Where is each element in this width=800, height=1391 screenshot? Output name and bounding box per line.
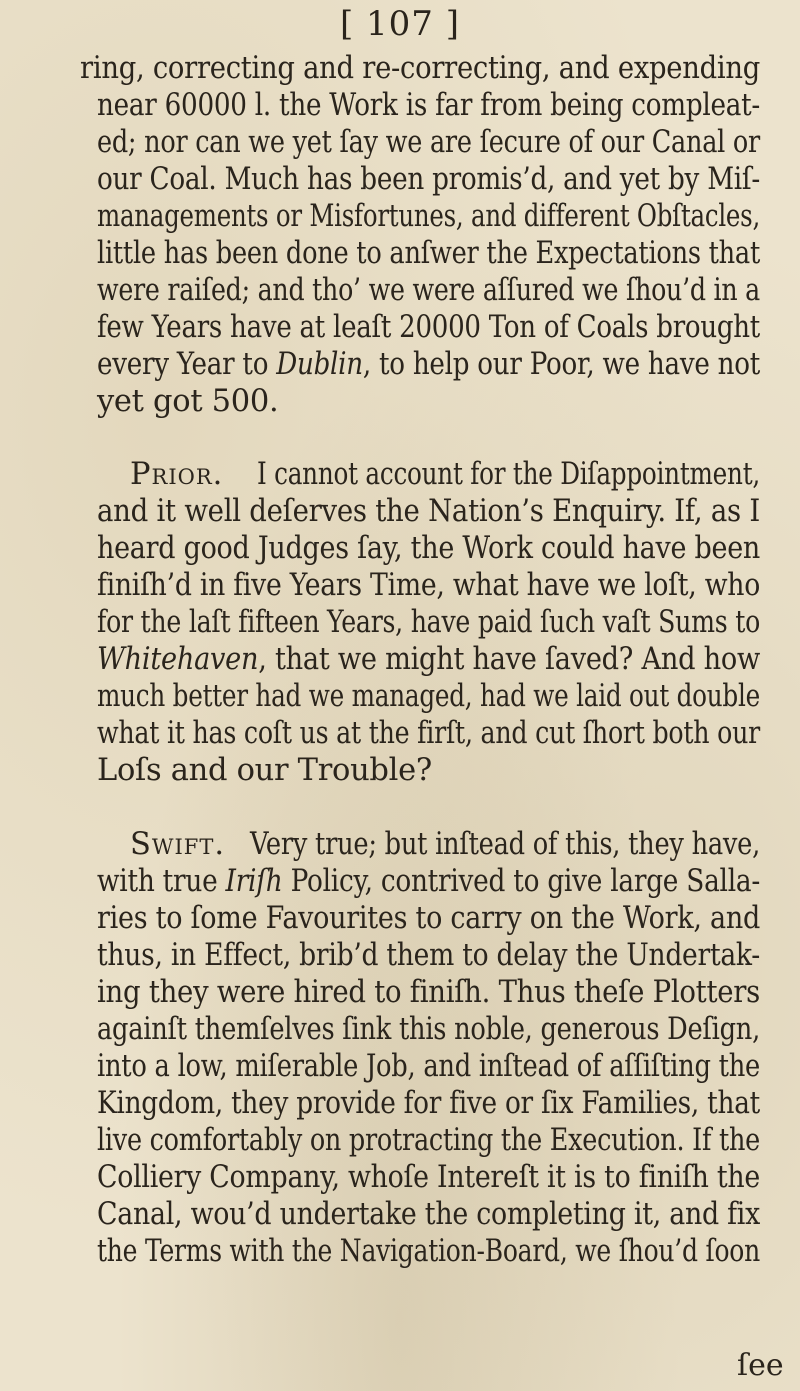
speaker-name: Swift. (130, 827, 226, 862)
speaker-name: Prior. (130, 457, 224, 492)
catchword: ſee (737, 1348, 784, 1383)
book-page: [ 107 ] ring, correcting and re-correcting, and expending near 60000 l. the Work is far from being compleat- ed; nor can we yet ſay we are ſecure of our Canal or our Coal. Much has been promis’d, and yet by Miſ- managements or Misfortunes, and different Obſtacles, little has been done to anſwer the Expectations that were raiſed; and tho’ we were aſſured we ſhou’d in a few Years have at leaſt 20000 Ton of Coals brought every Year to Dublin, to help our Poor, we have not yet got 500. Prior. I cannot account for the Diſappointment, and it well deſerves the Nation’s Enquiry. If, as I heard good Judges ſay, the Work could have been finiſh’d in five Years Time, what have we loſt, who for the laſt fifteen Years, have paid ſuch vaſt Sums to Whitehaven, that we might have ſaved? And how much better had we managed, had we laid out double what it has coſt us at the firſt, and cut ſhort both our Loſs and our Trouble? Swift. Very true; but inſtead of this, they have, with true Iriſh Policy, contrived to give large Salla- ries to ſome Favourites to carry on the Work, and thus, in Effect, brib’d them to delay the Undertak- ing they were hired to finiſh. Thus theſe Plotters againſt themſelves ſink this noble, generous Deſign, into a low, miſerable Job, and inſtead of aſſiſting the Kingdom, they provide for five or ſix Families, that live comfortably on protracting the Execution. If the Colliery Company, whoſe Intereſt it is to finiſh the Canal, wou’d undertake the completing it, and fix the Terms with the Navigation-Board, we ſhou’d ſoon ſee (0, 0, 800, 1391)
page-number: [ 107 ] (339, 4, 461, 44)
